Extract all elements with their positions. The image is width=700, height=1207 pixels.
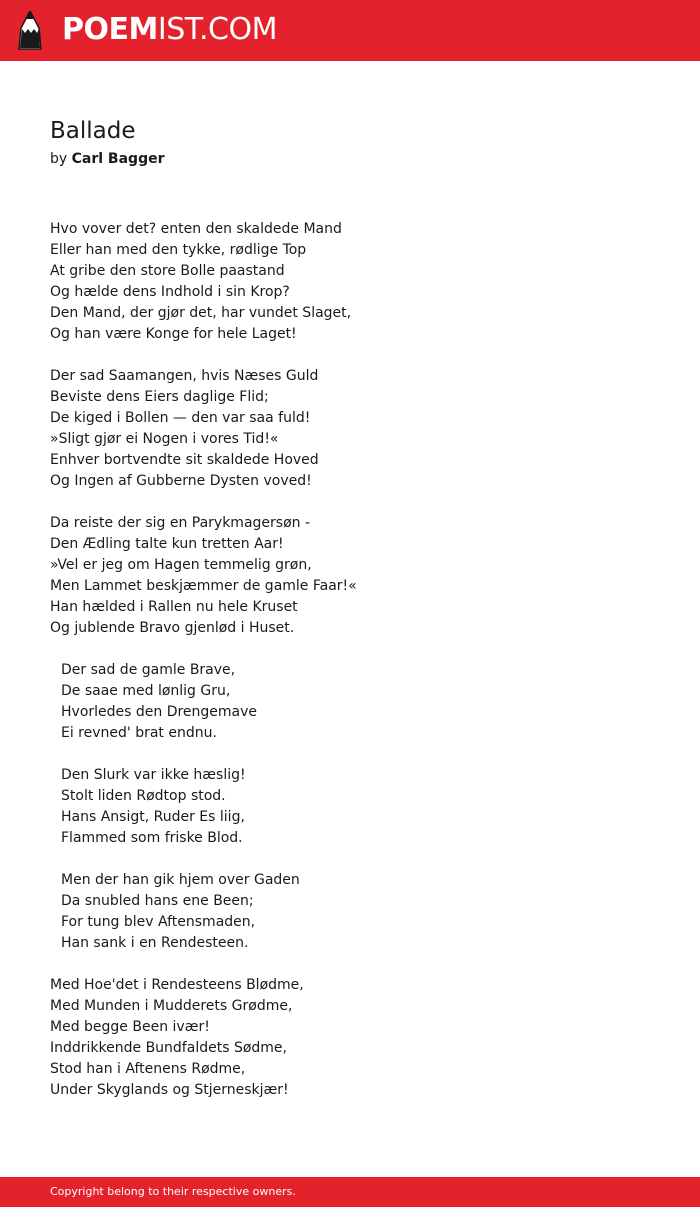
poem-line: De kiged i Bollen — den var saa fuld! <box>50 410 311 426</box>
poem-line: Men der han gik hjem over Gaden <box>61 872 300 888</box>
poem-line: Men Lammet beskjæmmer de gamle Faar!« <box>50 578 357 594</box>
poem-line: Flammed som friske Blod. <box>61 830 243 846</box>
poem-line: Inddrikkende Bundfaldets Sødme, <box>50 1040 287 1056</box>
poem-line: Og jublende Bravo gjenlød i Huset. <box>50 620 295 636</box>
poem-line: Under Skyglands og Stjerneskjær! <box>50 1082 289 1098</box>
poem-line: Den Slurk var ikke hæslig! <box>61 767 246 783</box>
poem-body <box>50 219 650 1122</box>
poem-line: Og Ingen af Gubberne Dysten voved! <box>50 473 312 489</box>
site-logo-link[interactable] <box>62 12 277 48</box>
poem-line: At gribe den store Bolle paastand <box>50 263 285 279</box>
poem-line: Med Hoe'det i Rendesteens Blødme, <box>50 977 304 993</box>
poem-line: Han sank i en Rendesteen. <box>61 935 249 951</box>
poem-line: Hvorledes den Drengemave <box>61 704 258 720</box>
stanza <box>50 366 650 492</box>
poem-line: Stolt liden Rødtop stod. <box>61 788 226 804</box>
poem-line: Beviste dens Eiers daglige Flid; <box>50 389 269 405</box>
poem-line: Han hælded i Rallen nu hele Kruset <box>50 599 298 615</box>
stanza <box>50 219 650 345</box>
poem-line: Hvo vover det? enten den skaldede Mand <box>50 221 342 237</box>
logo-wordmark-strong: POEM <box>62 12 158 47</box>
author-name: Carl Bagger <box>71 151 165 167</box>
poem-line: Hans Ansigt, Ruder Es liig, <box>61 809 245 825</box>
copyright-notice: Copyright belong to their respective owners. <box>50 1185 296 1198</box>
poem-line: Og hælde dens Indhold i sin Krop? <box>50 284 290 300</box>
poem-line: Enhver bortvendte sit skaldede Hoved <box>50 452 319 468</box>
stanza <box>50 870 650 954</box>
stanza <box>50 660 650 744</box>
poem-title: Ballade <box>50 118 136 144</box>
poem-line: Med begge Been ivær! <box>50 1019 210 1035</box>
poem-line: »Vel er jeg om Hagen temmelig grøn, <box>50 557 312 573</box>
site-footer <box>0 1177 700 1207</box>
logo-wordmark-light: IST.COM <box>157 12 277 47</box>
by-label: by <box>50 151 68 167</box>
poem-line: Den Ædling talte kun tretten Aar! <box>50 536 284 552</box>
stanza <box>50 975 650 1101</box>
poem-line: Den Mand, der gjør det, har vundet Slaget, <box>50 305 352 321</box>
poem-line: Stod han i Aftenens Rødme, <box>50 1061 246 1077</box>
stanza <box>50 765 650 849</box>
poem-line: Ei revned' brat endnu. <box>61 725 217 741</box>
poem-line: Med Munden i Mudderets Grødme, <box>50 998 293 1014</box>
stanza <box>50 513 650 639</box>
poem-line: Og han være Konge for hele Laget! <box>50 326 297 342</box>
pen-nib-icon[interactable] <box>18 11 42 51</box>
poem-line: Da reiste der sig en Parykmagersøn - <box>50 515 311 531</box>
poem-line: »Sligt gjør ei Nogen i vores Tid!« <box>50 431 279 447</box>
poem-line: Da snubled hans ene Been; <box>61 893 254 909</box>
byline <box>50 149 164 169</box>
poem-line: For tung blev Aftensmaden, <box>61 914 256 930</box>
poem-line: Der sad de gamle Brave, <box>61 662 236 678</box>
poem-line: De saae med lønlig Gru, <box>61 683 231 699</box>
poem-line: Der sad Saamangen, hvis Næses Guld <box>50 368 319 384</box>
poem-line: Eller han med den tykke, rødlige Top <box>50 242 307 258</box>
site-header <box>0 0 700 61</box>
